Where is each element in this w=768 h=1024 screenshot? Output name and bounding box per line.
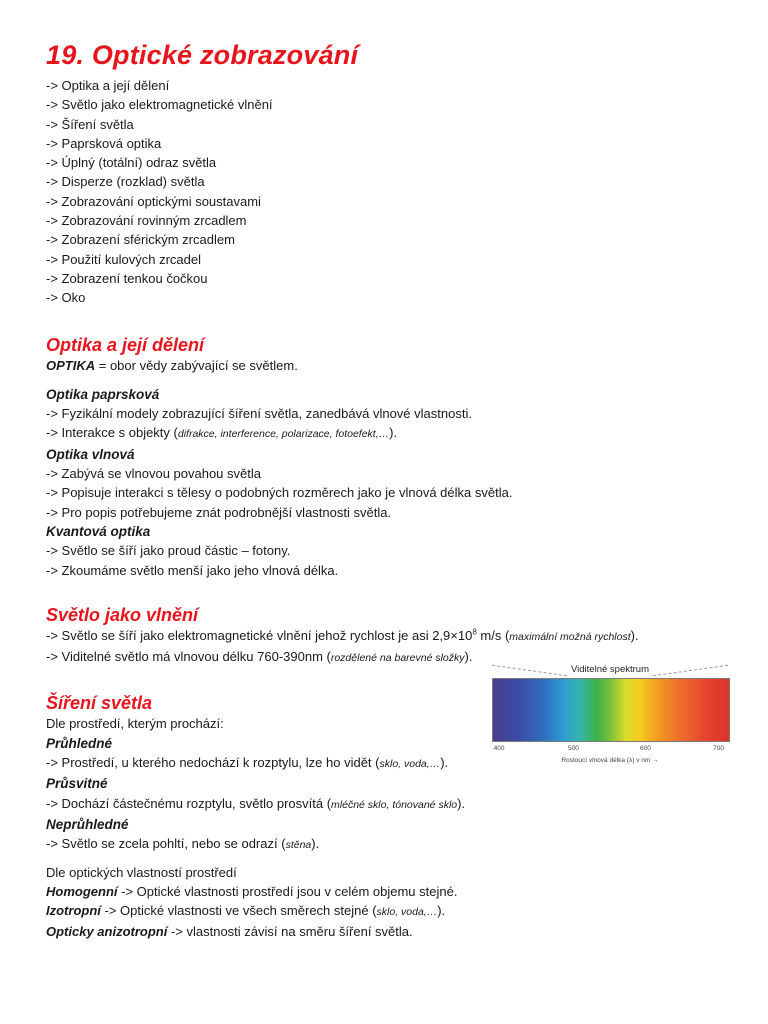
text-run: -> Světlo se zcela pohltí, nebo se odrazí ( [46,836,286,852]
term: Opticky anizotropní [46,924,168,940]
kvantova-line: -> Zkoumáme světlo menší jako jeho vlnová délka. [46,562,339,578]
text-run: ). [464,649,473,665]
paprskova-line: -> Fyzikální modely zobrazující šíření světla, zanedbává vlnové vlastnosti. [46,406,472,422]
spectrum-color-bar [492,678,730,742]
subheading-prusvitne: Průsvitné [46,776,108,792]
toc-item: -> Optika a její dělení [46,78,170,93]
vlnova-line: -> Pro popis potřebujeme znát podrobnější vlastnosti světla. [46,504,392,520]
text-run: -> Viditelné světlo má vlnovou délku 760-390nm ( [46,649,331,665]
text-run: -> Optické vlastnosti prostředí jsou v celém objemu stejné. [117,883,458,899]
text-run: ). [311,836,320,852]
italic-note: maximální možná rychlost [509,630,631,643]
svetlo-line [46,626,736,647]
document-page [46,38,736,942]
toc-item: -> Zobrazování optickými soustavami [46,193,261,209]
italic-note: sklo, voda,… [379,758,441,771]
italic-note: stěna [285,839,312,852]
optika-definition [46,356,736,375]
toc-item: -> Zobrazení tenkou čočkou [46,270,208,286]
text-run: ). [630,627,639,643]
spectrum-tick: 700 [713,745,724,752]
text-run: ). [389,425,398,441]
paprskova-line [46,423,736,444]
spectrum-tick-labels [492,745,728,757]
subheading-kvantova: Kvantová optika [46,523,151,539]
exponent: 8 [472,627,477,637]
italic-note: sklo, voda,… [376,906,438,919]
term: Homogenní [46,883,118,899]
spectrum-tick: 500 [567,745,579,752]
toc-list [46,76,736,308]
text-run: m/s ( [476,627,510,643]
toc-item: -> Zobrazování rovinným zrcadlem [46,213,247,229]
text-run: -> Prostředí, u kterého nedochází k rozptylu, lze ho vidět ( [46,755,380,771]
visible-spectrum-figure [488,660,732,772]
anizotropni-line [46,922,736,941]
toc-item: -> Disperze (rozklad) světla [46,174,205,190]
toc-item: -> Oko [46,290,86,306]
optika-term: OPTIKA [46,357,96,373]
text-run: ). [440,755,449,771]
italic-note: rozdělené na barevné složky [330,652,465,665]
toc-item: -> Úplný (totální) odraz světla [46,155,217,171]
section-svetlo [46,604,736,669]
section-heading-optika: Optika a její dělení [46,334,205,355]
section-optika [46,334,736,580]
text-run: ). [457,795,466,811]
prusvitne-line [46,794,736,815]
text-run: -> vlastnosti závisí na směru šíření světla. [167,924,413,940]
toc-item: -> Šíření světla [46,116,134,132]
subheading-vlnova: Optika vlnová [46,446,135,462]
sireni-intro: Dle prostředí, kterým prochází: [46,716,224,732]
spectrum-tick: 600 [639,745,651,752]
text-run: -> Dochází částečnému rozptylu, světlo prosvítá ( [46,795,332,811]
spectrum-axis-label: Rostoucí vlnová délka (λ) v nm → [561,757,659,764]
section-heading-svetlo: Světlo jako vlnění [46,604,199,625]
subheading-paprskova: Optika paprsková [46,386,160,402]
sireni-intro-2: Dle optických vlastností prostředí [46,864,237,880]
toc-item: -> Použití kulových zrcadel [46,251,201,267]
kvantova-line: -> Světlo se šíří jako proud částic – fotony. [46,543,291,559]
vlnova-line: -> Zabývá se vlnovou povahou světla [46,466,261,482]
italic-note: difrakce, interference, polarizace, fotoefekt,… [177,428,390,441]
toc-item: -> Zobrazení sférickým zrcadlem [46,232,235,248]
toc-item: -> Světlo jako elektromagnetické vlnění [46,97,273,113]
optika-def-text: = obor vědy zabývající se světlem. [95,357,298,373]
subheading-nepruhledne: Neprůhledné [46,816,129,832]
spectrum-title: Viditelné spektrum [571,664,649,675]
term: Izotropní [46,903,101,919]
izotropni-line [46,901,736,922]
text-run: -> Interakce s objekty ( [46,425,178,441]
text-run: -> Světlo se šíří jako elektromagnetické vlnění jehož rychlost je asi 2,9×10 [46,627,473,643]
spectrum-tick: 400 [493,745,505,752]
text-run: -> Optické vlastnosti ve všech směrech stejné ( [100,903,377,919]
section-heading-sireni: Šíření světla [46,693,153,714]
nepruhledne-line [46,834,736,855]
toc-item: -> Paprsková optika [46,135,162,151]
vlnova-line: -> Popisuje interakci s tělesy o podobných rozměrech jako je vlnová délka světla. [46,485,513,501]
text-run: ). [437,903,446,919]
italic-note: mléčné sklo, tónované sklo [331,798,458,811]
subheading-pruhledne: Průhledné [46,735,113,751]
homogenni-line [46,882,736,901]
page-title: 19. Optické zobrazování [46,40,359,70]
